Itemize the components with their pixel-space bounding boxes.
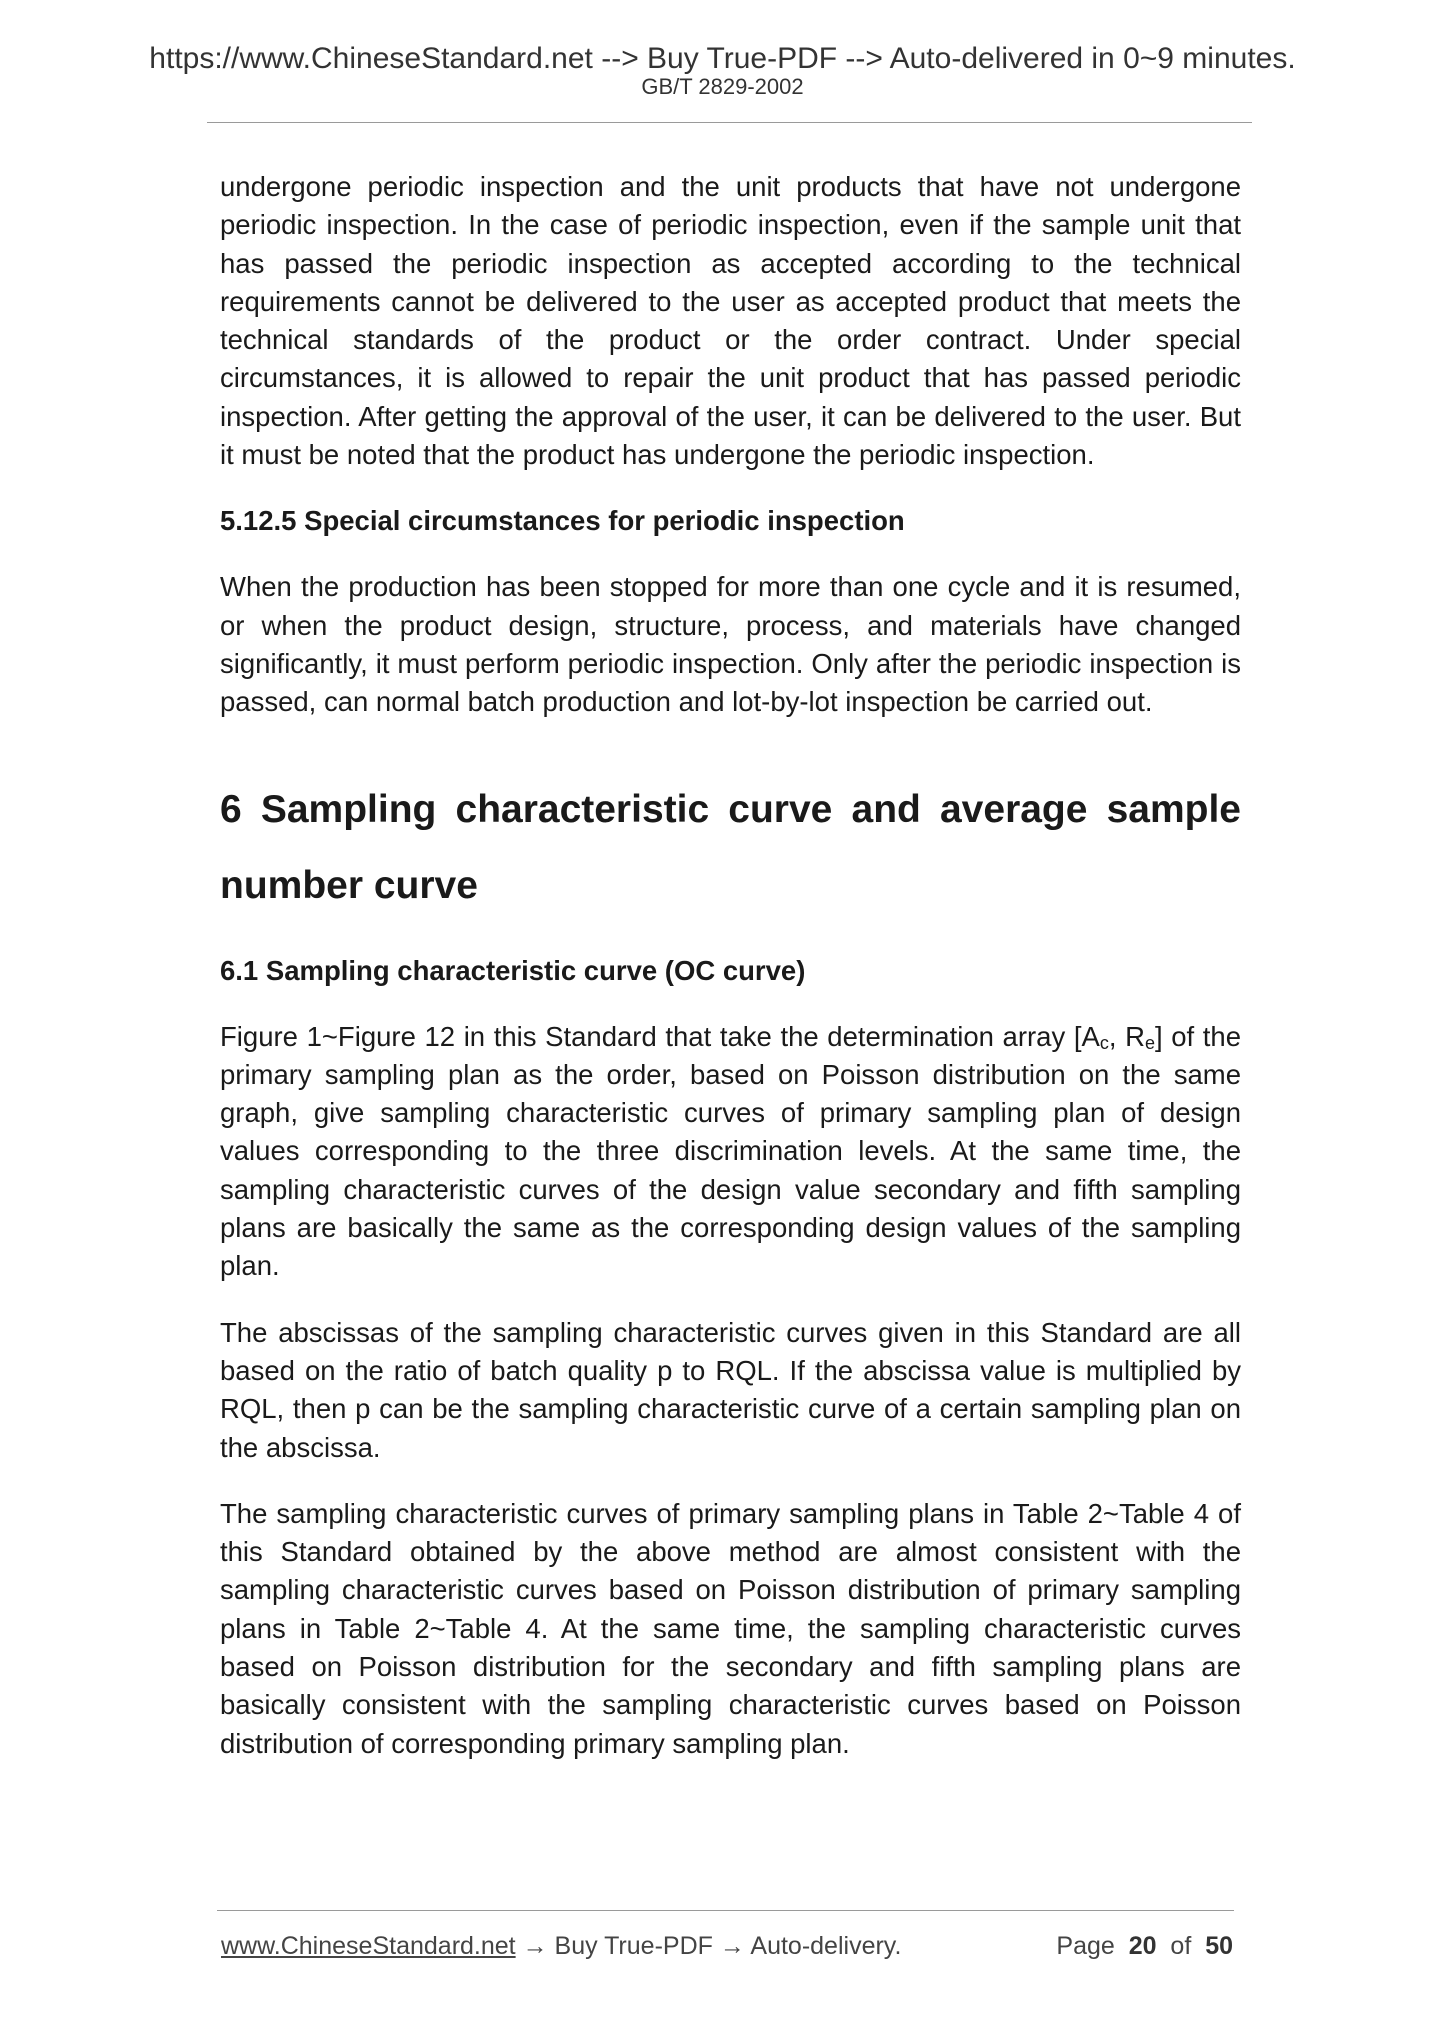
page-current: 20 — [1128, 1932, 1157, 1960]
header-divider — [207, 122, 1252, 123]
document-number: GB/T 2829-2002 — [641, 74, 804, 99]
page-content — [220, 168, 1241, 1763]
footer-divider — [217, 1910, 1234, 1911]
page-word: Page — [1056, 1932, 1115, 1960]
heading-section-6: 6 Sampling characteristic curve and average sample number curve — [220, 787, 1241, 907]
subscript-e: e — [1144, 1032, 1155, 1053]
page-footer — [221, 1931, 1233, 1961]
paragraph-6-1-b: The abscissas of the sampling characteristic curves given in this Standard are all based on the ratio of batch quality p to RQL. If the abscissa value is multiplied by RQL, then p can be the sampling characteristic curve of a certain sampling plan on the abscissa. — [220, 1316, 1241, 1463]
para-6-1-a-end: ] of the primary sampling plan as the order, based on Poisson distribution on the same graph, give sampling characteristic curves of primary sampling plan of design values corresponding to the three discrimination levels. At the same time, the sampling characteristic curves of the design value secondary and fifth sampling plans are basically the same as the corresponding design values of the sampling plan. — [220, 1020, 1241, 1282]
of-word: of — [1170, 1932, 1192, 1960]
heading-5-12-5: 5.12.5 Special circumstances for periodic inspection — [220, 505, 905, 537]
page-total: 50 — [1205, 1932, 1233, 1960]
paragraph-intro: undergone periodic inspection and the unit products that have not undergone periodic inspection. In the case of periodic inspection, even if the sample unit that has passed the periodic inspection as accepted according to the technical requirements cannot be delivered to the user as accepted product that meets the technical standards of the product or the order contract. Under special circumstances, it is allowed to repair the unit product that has passed periodic inspection. After getting the approval of the user, it can be delivered to the user. But it must be noted that the product has undergone the periodic inspection. — [220, 171, 1241, 471]
page-indicator — [1056, 1931, 1233, 1961]
paragraph-6-1-c: The sampling characteristic curves of primary sampling plans in Table 2~Table 4 of this Standard obtained by the above method are almost consistent with the sampling characteristic curves based on Poisson distribution of primary sampling plans in Table 2~Table 4. At the same time, the sampling characteristic curves based on Poisson distribution for the secondary and fifth sampling plans are basically consistent with the sampling characteristic curves based on Poisson distribution of corresponding primary sampling plan. — [220, 1497, 1241, 1759]
para-6-1-a-start: Figure 1~Figure 12 in this Standard that take the determination array [A — [220, 1020, 1100, 1052]
footer-site-link[interactable]: www.ChineseStandard.net — [221, 1932, 516, 1960]
footer-tagline: → Buy True-PDF → Auto-delivery. — [515, 1932, 902, 1960]
separator-r: , R — [1108, 1020, 1145, 1052]
paragraph-6-1-a — [220, 1018, 1241, 1286]
heading-6-1: 6.1 Sampling characteristic curve (OC curve) — [220, 954, 806, 986]
paragraph-5-12-5: When the production has been stopped for more than one cycle and it is resumed, or when the product design, structure, process, and materials have changed significantly, it must perform periodic inspection. Only after the periodic inspection is passed, can normal batch production and lot-by-lot inspection be carried out. — [220, 571, 1241, 718]
subscript-c: c — [1099, 1032, 1109, 1053]
header-banner: https://www.ChineseStandard.net --> Buy True-PDF --> Auto-delivered in 0~9 minutes. — [149, 42, 1296, 75]
